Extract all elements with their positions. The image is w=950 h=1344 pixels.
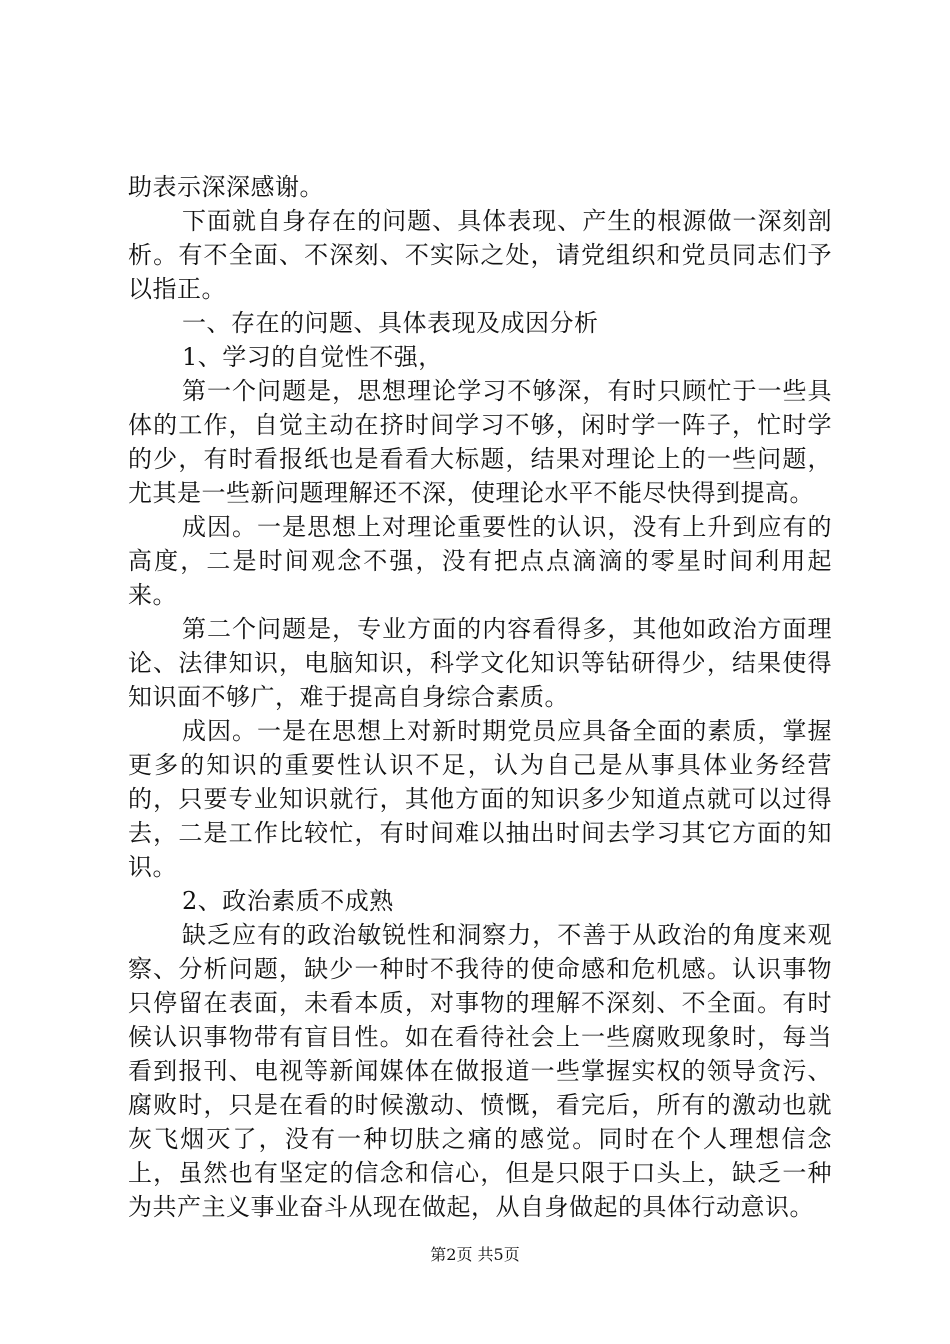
page-footer: 第2页 共5页 — [430, 1245, 520, 1264]
paragraph-3: 第一个问题是，思想理论学习不够深，有时只顾忙于一些具体的工作，自觉主动在挤时间学习不够，闲时学一阵子，忙时学的少，有时看报纸也是看看大标题，结果对理论上的一些问题，尤其是一些新问题理解还不深，使理论水平不能尽快得到提高。 — [128, 377, 832, 507]
document-body — [128, 170, 832, 1224]
paragraph-4: 成因。一是思想上对理论重要性的认识，没有上升到应有的高度，二是时间观念不强，没有把点点滴滴的零星时间利用起来。 — [128, 513, 832, 609]
paragraph-7: 缺乏应有的政治敏锐性和洞察力，不善于从政治的角度来观察、分析问题，缺少一种时不我待的使命感和危机感。认识事物只停留在表面，未看本质，对事物的理解不深刻、不全面。有时候认识事物带有盲目性。如在看待社会上一些腐败现象时，每当看到报刊、电视等新闻媒体在做报道一些掌握实权的领导贪污、腐败时，只是在看的时候激动、愤慨，看完后，所有的激动也就灰飞烟灭了，没有一种切肤之痛的感觉。同时在个人理想信念上，虽然也有坚定的信念和信心，但是只限于口头上，缺乏一种为共产主义事业奋斗从现在做起，从自身做起的具体行动意识。 — [128, 921, 832, 1221]
paragraph-2: 下面就自身存在的问题、具体表现、产生的根源做一深刻剖析。有不全面、不深刻、不实际之处，请党组织和党员同志们予以指正。 — [128, 207, 832, 303]
section-heading-1: 一、存在的问题、具体表现及成因分析 — [182, 309, 599, 337]
subheading-1: 1、学习的自觉性不强， — [182, 343, 443, 371]
paragraph-1: 助表示深深感谢。 — [128, 173, 324, 201]
subheading-2: 2、政治素质不成熟 — [182, 887, 394, 915]
paragraph-6: 成因。一是在思想上对新时期党员应具备全面的素质，掌握更多的知识的重要性认识不足，认为自己是从事具体业务经营的，只要专业知识就行，其他方面的知识多少知道点就可以过得去，二是工作比较忙，有时间难以抽出时间去学习其它方面的知识。 — [128, 717, 832, 881]
paragraph-5: 第二个问题是，专业方面的内容看得多，其他如政治方面理论、法律知识，电脑知识，科学文化知识等钻研得少，结果使得知识面不够广，难于提高自身综合素质。 — [128, 615, 832, 711]
